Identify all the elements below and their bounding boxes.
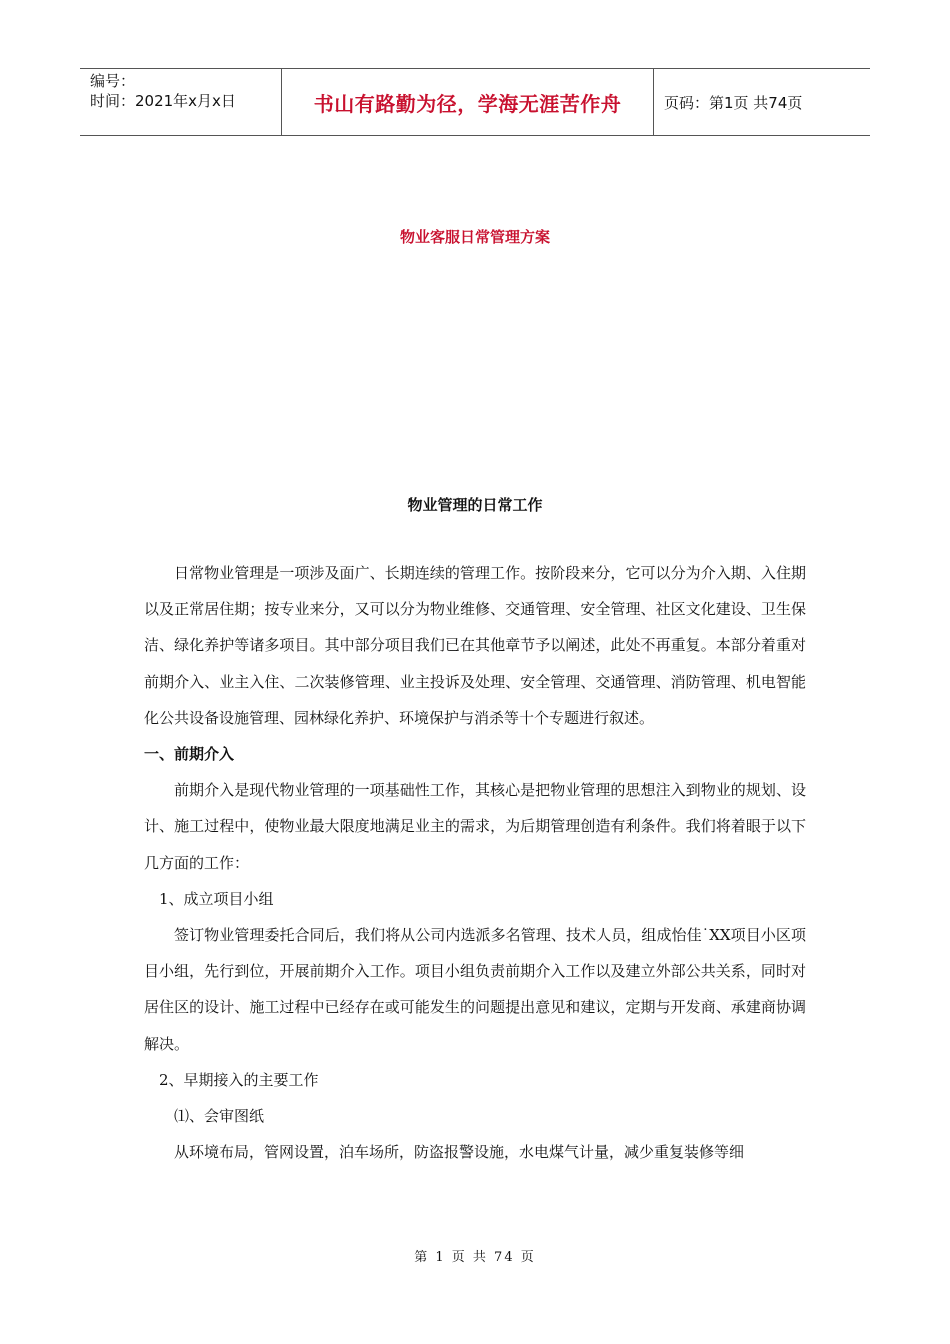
- subheading-review-drawings: ⑴、会审图纸: [174, 1107, 265, 1126]
- subheading-project-team: 1、成立项目小组: [159, 889, 274, 908]
- header-page-cell: [654, 69, 870, 135]
- page-label: 页码：第1页 共74页: [664, 93, 803, 112]
- paragraph-project-team: 签订物业管理委托合同后，我们将从公司内选派多名管理、技术人员，组成怡佳˙XX项目小区项目小组，先行到位，开展前期介入工作。项目小组负责前期介入工作以及建立外部公共关系，同时对居住区的设计、施工过程中已经存在或可能发生的问题提出意见和建议，定期与开发商、承建商协调解决。: [144, 926, 806, 1053]
- subheading-main-work: 2、早期接入的主要工作: [159, 1070, 319, 1089]
- page-footer: 第 1 页 共 74 页: [414, 1250, 536, 1265]
- heading-early-intervention: 一、前期介入: [144, 745, 235, 764]
- document-title: 物业客服日常管理方案: [399, 228, 550, 246]
- motto-text: 书山有路勤为径，学海无涯苦作舟: [313, 91, 622, 116]
- paragraph-review-drawings: 从环境布局，管网设置，泊车场所，防盗报警设施，水电煤气计量，减少重复装修等细: [174, 1143, 745, 1162]
- paragraph-early-intervention: 前期介入是现代物业管理的一项基础性工作，其核心是把物业管理的思想注入到物业的规划、设计、施工过程中，使物业最大限度地满足业主的需求，为后期管理创造有利条件。我们将着眼于以下几方面的工作：: [144, 781, 806, 872]
- time-label: 时间：2021年x月x日: [90, 92, 236, 110]
- intro-paragraph: 日常物业管理是一项涉及面广、长期连续的管理工作。按阶段来分，它可以分为介入期、入住期以及正常居住期；按专业来分，又可以分为物业维修、交通管理、安全管理、社区文化建设、卫生保洁、绿化养护等诸多项目。其中部分项目我们已在其他章节予以阐述，此处不再重复。本部分着重对前期介入、业主入住、二次装修管理、业主投诉及处理、安全管理、交通管理、消防管理、机电智能化公共设备设施管理、园林绿化养护、环境保护与消杀等十个专题进行叙述。: [144, 564, 806, 727]
- header-motto-cell: [282, 69, 654, 135]
- header-meta-cell: [80, 69, 282, 135]
- document-body: [144, 555, 806, 1170]
- section-title: 物业管理的日常工作: [407, 496, 543, 514]
- header-table: [80, 68, 870, 136]
- number-label: 编号：: [90, 72, 136, 90]
